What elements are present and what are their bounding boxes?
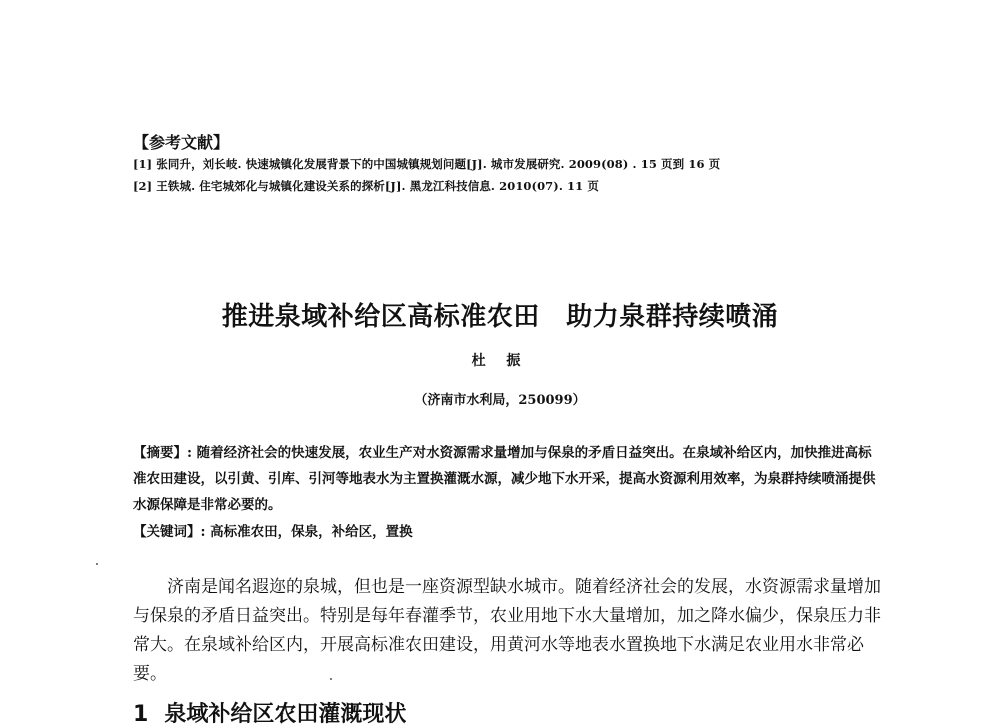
author-affiliation: （济南市水利局，250099） bbox=[414, 393, 586, 408]
reference-item-2: [2] 王铁城. 住宅城郊化与城镇化建设关系的探析[J]. 黑龙江科技信息. 2010(07). 11 页 bbox=[133, 179, 599, 193]
scan-speck bbox=[330, 678, 332, 680]
section-title: 泉域补给区农田灌溉现状 bbox=[164, 702, 407, 727]
abstract-text: : 随着经济社会的快速发展，农业生产对水资源需求量增加与保泉的矛盾日益突出。在泉域补给区内，加快推进高标准农田建设，以引黄、引库、引河等地表水为主置换灌溉水源，减少地下水开采，提高水资源利用效率，为泉群持续喷涌提供水源保障是非常必要的。 bbox=[133, 445, 876, 513]
section-heading bbox=[133, 697, 406, 728]
article-author: 杜 振 bbox=[471, 353, 529, 369]
abstract-label: 【摘要】 bbox=[133, 445, 187, 461]
article-title: 推进泉域补给区高标准农田 助力泉群持续喷涌 bbox=[221, 302, 779, 332]
body-paragraph: 济南是闻名遐迩的泉城，但也是一座资源型缺水城市。随着经济社会的发展，水资源需求量增加与保泉的矛盾日益突出。特别是每年春灌季节，农业用地下水大量增加，加之降水偏少，保泉压力非常大。在泉域补给区内，开展高标准农田建设，用黄河水等地表水置换地下水满足农业用水非常必要。 bbox=[133, 577, 881, 684]
abstract bbox=[133, 440, 883, 518]
keywords-text: : 高标准农田，保泉，补给区，置换 bbox=[200, 524, 413, 540]
section-number: 1 bbox=[133, 702, 149, 727]
keywords bbox=[133, 520, 413, 540]
keywords-label: 【关键词】 bbox=[133, 524, 201, 540]
reference-item-1: [1] 张同升，刘长岐. 快速城镇化发展背景下的中国城镇规划问题[J]. 城市发展研究. 2009(08) . 15 页到 16 页 bbox=[133, 157, 721, 171]
references-heading: 【参考文献】 bbox=[133, 133, 230, 152]
scan-speck bbox=[96, 563, 98, 565]
